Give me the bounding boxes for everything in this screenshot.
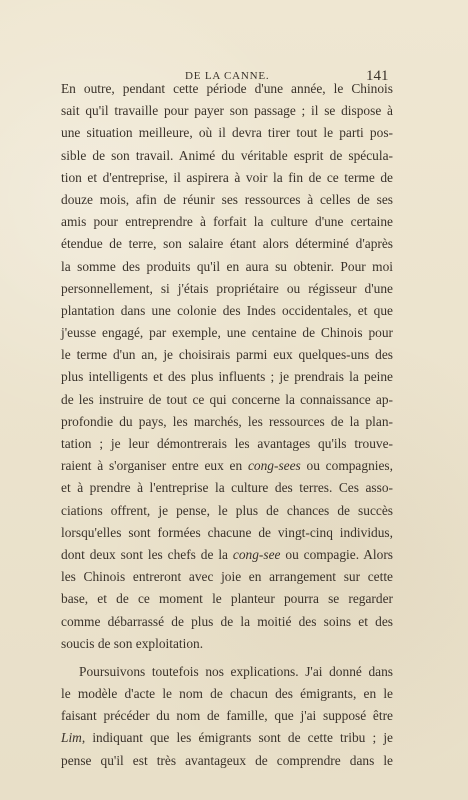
italic-term-cong-see: cong-see	[232, 546, 281, 562]
text-line: douze mois, afin de réunir ses ressources à celles de ses	[61, 191, 393, 207]
text-line: comme débarrassé de plus de la moitié des soins et des	[61, 613, 393, 629]
running-title: DE LA CANNE.	[185, 70, 270, 82]
text-run: ou compagnies,	[300, 458, 393, 474]
text-run: ou compagie. Alors	[280, 546, 393, 562]
text-line: sible de son travail. Animé du véritable esprit de spécula-	[61, 147, 393, 163]
text-line: personnellement, si j'étais propriétaire ou régisseur d'une	[61, 280, 393, 296]
text-run: raient à s'organiser entre eux en	[61, 458, 248, 474]
text-line: pense qu'il est très avantageux de comprendre dans le	[61, 752, 393, 768]
text-line: tation ; je leur démontrerais les avantages qu'ils trouve-	[61, 436, 393, 451]
text-line: de les instruire de tout ce qui concerne la connaissance ap-	[61, 391, 393, 407]
text-line: sait qu'il travaille pour payer son passage ; il se dispose à	[61, 103, 393, 119]
text-line: tion et d'entreprise, il aspirera à voir la fin de ce terme de	[61, 169, 393, 185]
paragraph-2	[61, 661, 393, 772]
page-number: 141	[366, 68, 389, 84]
text-line: ciations offrent, je pense, le plus de chances de succès	[61, 502, 393, 518]
text-line: le modèle d'acte le nom de chacun des émigrants, en le	[61, 686, 393, 702]
text-line: lorsqu'elles sont formées chacune de vingt-cinq individus,	[61, 524, 393, 540]
paragraph-1	[61, 78, 393, 655]
text-line	[61, 455, 393, 477]
text-line: plus intelligents et des plus influents ; je prendrais la peine	[61, 369, 393, 385]
italic-term-lim: Lim	[61, 730, 82, 746]
text-line: j'eusse engagé, par exemple, une centaine de Chinois pour	[61, 325, 393, 341]
text-line: soucis de son exploitation.	[61, 635, 204, 651]
text-run: , indiquant que les émigrants sont de cette tribu ; je	[81, 730, 393, 746]
text-line	[61, 727, 393, 749]
text-line: le terme d'un an, je choisirais parmi eux quelques-uns des	[61, 347, 393, 363]
body-text	[61, 78, 393, 772]
text-line: la somme des produits qu'il en aura su obtenir. Pour moi	[61, 258, 393, 274]
text-line: profondie du pays, les marchés, les ressources de la plan-	[61, 413, 393, 429]
text-line: et à prendre à l'entreprise la culture des terres. Ces asso-	[61, 480, 393, 496]
text-line: une situation meilleure, où il devra tirer tout le parti pos-	[61, 125, 393, 141]
text-line: étendue de terre, son salaire étant alors déterminé d'après	[61, 236, 393, 252]
text-run: dont deux sont les chefs de la	[61, 546, 233, 562]
text-line: faisant précéder du nom de famille, que j'ai supposé être	[61, 708, 393, 724]
text-line: amis pour entreprendre à forfait la culture d'une certaine	[61, 214, 393, 230]
text-line: base, et de ce moment le planteur pourra se regarder	[61, 591, 393, 607]
text-line	[61, 544, 393, 566]
text-line: Poursuivons toutefois nos explications. J'ai donné dans	[79, 663, 393, 679]
text-line: plantation dans une colonie des Indes occidentales, et que	[61, 302, 393, 318]
italic-term-cong-sees: cong-sees	[247, 458, 301, 474]
text-line: les Chinois entreront avec joie en arrangement sur cette	[61, 569, 393, 585]
text-line: En outre, pendant cette période d'une année, le Chinois	[61, 81, 393, 96]
